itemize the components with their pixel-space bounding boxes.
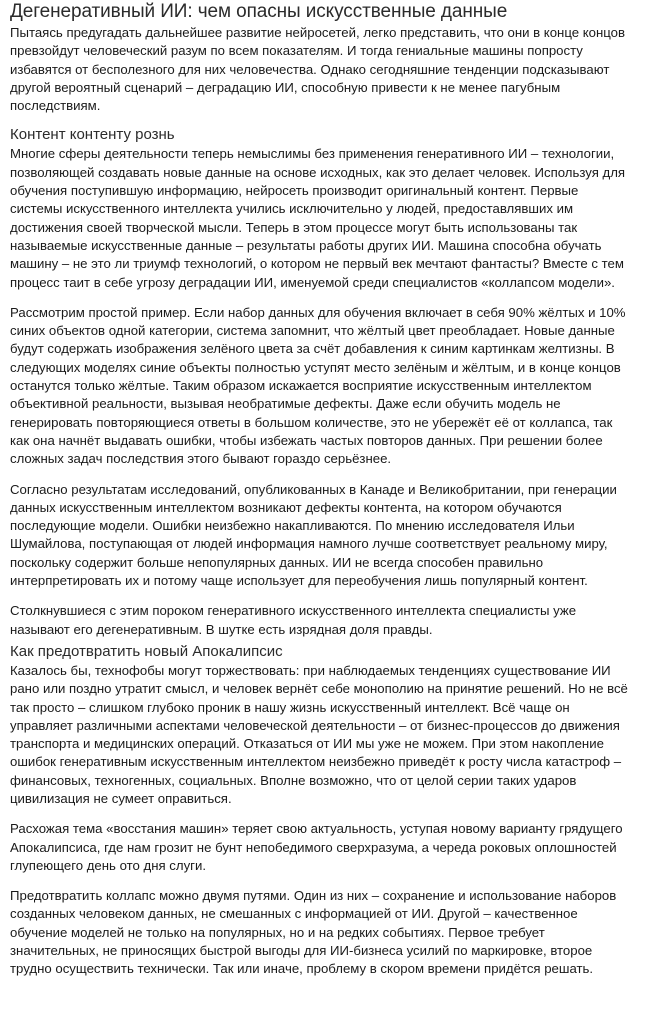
section2-paragraph-1: Казалось бы, технофобы могут торжествовать: при наблюдаемых тенденциях существование ИИ рано или поздно утратит смысл, и человек вернёт себе монополию на принятие решений. Но не всё так просто – слишком глубоко проник в нашу жизнь искусственный интеллект. Всё чаще он управляет различными аспектами человеческой деятельности – от бизнес-процессов до движения транспорта и медицинских операций. Отказаться от ИИ мы уже не можем. При этом накопление ошибок генеративным искусственным интеллектом неизбежно приведёт к росту числа катастроф – финансовых, техногенных, социальных. Вполне возможно, что от целой серии таких ударов цивилизация не сумеет оправиться. — [10, 662, 628, 806]
section2-paragraph-3: Предотвратить коллапс можно двумя путями. Один из них – сохранение и использование наборов созданных человеком данных, не смешанных с информацией от ИИ. Другой – качественное обучение моделей не только на популярных, но и на редких событиях. Первое требует значительных, не приносящих быстрой выгоды для ИИ-бизнеса усилий по маркировке, второе трудно осуществить технически. Так или иначе, проблему в скором времени придётся решать. — [10, 888, 617, 977]
section-heading-content: Контент контенту рознь — [10, 126, 175, 144]
article-title: Дегенеративный ИИ: чем опасны искусственные данные — [10, 1, 508, 22]
intro-paragraph: Пытаясь предугадать дальнейшее развитие нейросетей, легко представить, что они в конце концов превзойдут человеческий разум по всем показателям. И тогда гениальные машины попросту избавятся от бесполезного для них человечества. Однако сегодняшние тенденции подсказывают другой вероятный сценарий – деградацию ИИ, способную привести к не менее пагубным последствиям. — [10, 25, 626, 114]
section1-paragraph-1: Многие сферы деятельности теперь немыслимы без применения генеративного ИИ – технологии, позволяющей создавать новые данные на основе исходных, как это делает человек. Используя для обучения поступившую информацию, нейросеть производит оригинальный контент. Первые системы искусственного интеллекта учились исключительно у людей, предоставлявших им достижения своей творческой мысли. Теперь в этом процессе могут быть использованы так называемые искусственные данные – результаты работы других ИИ. Машина способна обучать машину – не это ли триумф технологий, о котором не первый век мечтают фантасты? Вместе с тем процесс таит в себе угрозу деградации ИИ, именуемой среди специалистов «коллапсом модели». — [10, 146, 626, 290]
section1-paragraph-3: Согласно результатам исследований, опубликованных в Канаде и Великобритании, при генерации данных искусственным интеллектом возникают дефекты контента, на котором обучаются последующие модели. Ошибки неизбежно накапливаются. По мнению исследователя Ильи Шумайлова, поступающая от людей информация намного лучше соответствует реальному миру, поскольку содержит больше непопулярных данных. ИИ не всегда способен правильно интерпретировать их и потому чаще использует для переобучения лишь популярный контент. — [10, 481, 617, 589]
section-heading-apocalypse: Как предотвратить новый Апокалипсис — [10, 642, 283, 660]
section2-paragraph-2: Расхожая тема «восстания машин» теряет свою актуальность, уступая новому варианту грядущего Апокалипсиса, где нам грозит не бунт непобедимого сверхразума, а череда роковых оплошностей глупеющего день ото дня слуги. — [10, 821, 623, 873]
section1-paragraph-4: Столкнувшиеся с этим пороком генеративного искусственного интеллекта специалисты уже называют его дегенеративным. В шутке есть изрядная доля правды. — [10, 603, 577, 637]
section1-paragraph-2: Рассмотрим простой пример. Если набор данных для обучения включает в себя 90% жёлтых и 10% синих объектов одной категории, система запомнит, что жёлтый цвет преобладает. Новые данные будут содержать изображения зелёного цвета за счёт добавления к синим картинкам желтизны. В следующих моделях синие объекты полностью уступят место зелёным и жёлтым, и в конце концов останутся только жёлтые. Таким образом искажается восприятие искусственным интеллектом объективной реальности, вызывая необратимые дефекты. Даже если обучить модель не генерировать повторяющиеся ответы в большом количестве, это не убережёт её от коллапса, так как она начнёт выдавать ошибки, чтобы избежать частых повторов данных. При решении более сложных задач последствия этого бывают гораздо серьёзнее. — [10, 304, 626, 467]
